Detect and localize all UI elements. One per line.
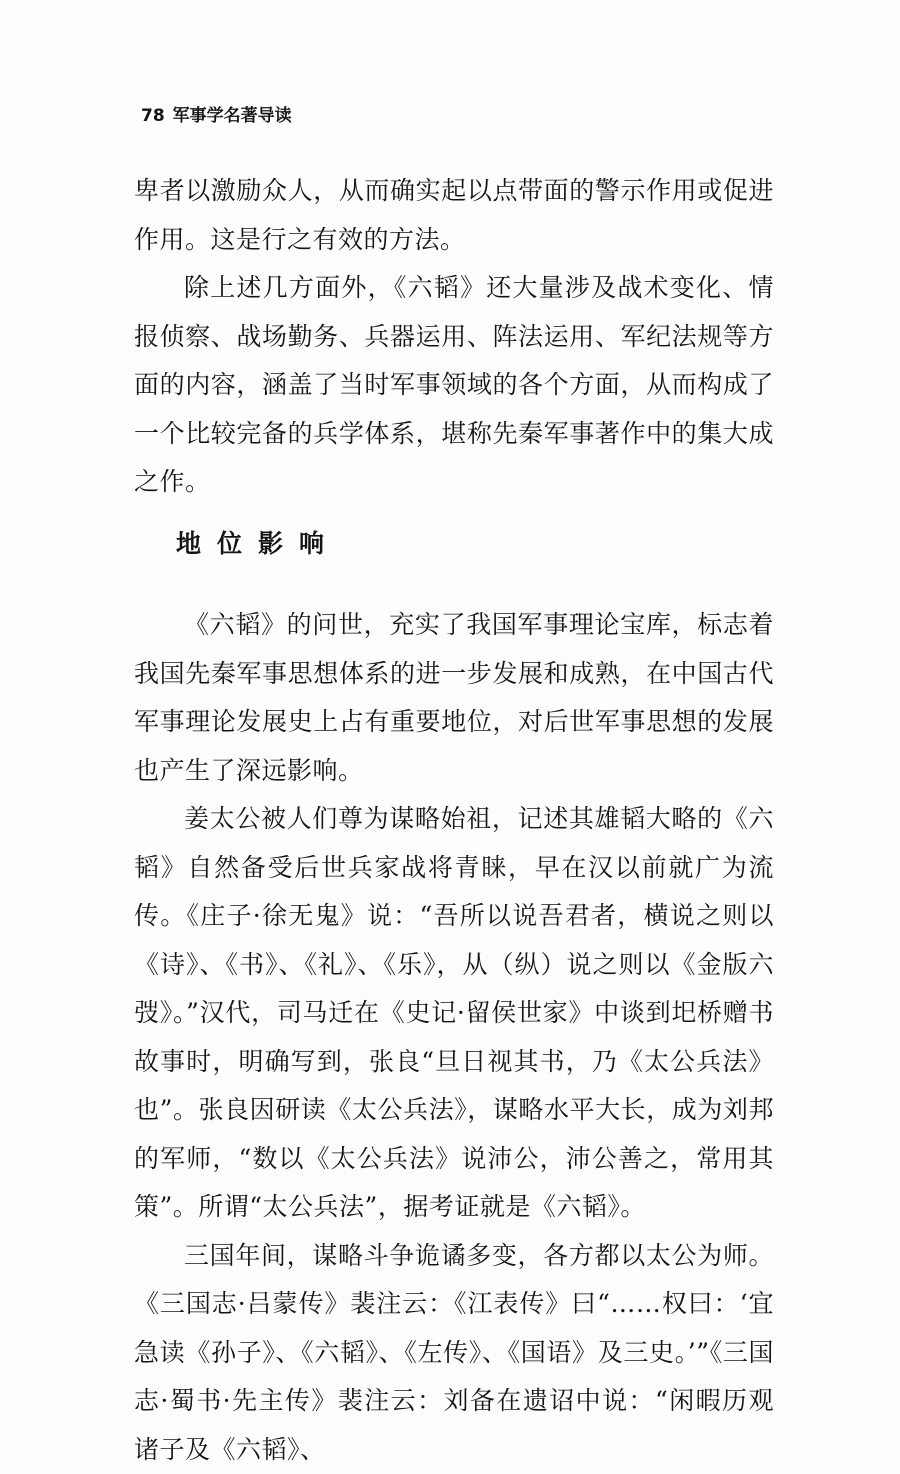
- running-header: [141, 104, 292, 128]
- book-title: 军事学名著导读: [173, 106, 292, 126]
- paragraph: 姜太公被人们尊为谋略始祖，记述其雄韬大略的《六韬》自然备受后世兵家战将青睐，早在汉以前就广为流传。《庄子·徐无鬼》说：“吾所以说吾君者，横说之则以《诗》、《书》、《礼》、《乐》，从（纵）说之则以《金版六弢》。”汉代，司马迁在《史记·留侯世家》中谈到圯桥赠书故事时，明确写到，张良“旦日视其书，乃《太公兵法》也”。张良因研读《太公兵法》，谋略水平大长，成为刘邦的军师，“数以《太公兵法》说沛公，沛公善之，常用其策”。所谓“太公兵法”，据考证就是《六韬》。: [134, 795, 774, 1232]
- section-heading: 地位影响: [176, 524, 340, 564]
- page-number: 78: [141, 106, 165, 126]
- paragraph: 三国年间，谋略斗争诡谲多变，各方都以太公为师。《三国志·吕蒙传》裴注云：《江表传》曰“……权曰：‘宜急读《孙子》、《六韬》、《左传》、《国语》及三史。’”《三国志·蜀书·先主传》裴注云：刘备在遗诏中说：“闲暇历观诸子及《六韬》、: [134, 1232, 774, 1474]
- paragraph: 《六韬》的问世，充实了我国军事理论宝库，标志着我国先秦军事思想体系的进一步发展和成熟，在中国古代军事理论发展史上占有重要地位，对后世军事思想的发展也产生了深远影响。: [134, 601, 774, 795]
- body-text-top: [134, 167, 774, 507]
- paragraph-continued: 卑者以激励众人，从而确实起以点带面的警示作用或促进作用。这是行之有效的方法。: [134, 167, 774, 264]
- paragraph: 除上述几方面外，《六韬》还大量涉及战术变化、情报侦察、战场勤务、兵器运用、阵法运用、军纪法规等方面的内容，涵盖了当时军事领域的各个方面，从而构成了一个比较完备的兵学体系，堪称先秦军事著作中的集大成之作。: [134, 264, 774, 507]
- body-text-bottom: [134, 601, 774, 1474]
